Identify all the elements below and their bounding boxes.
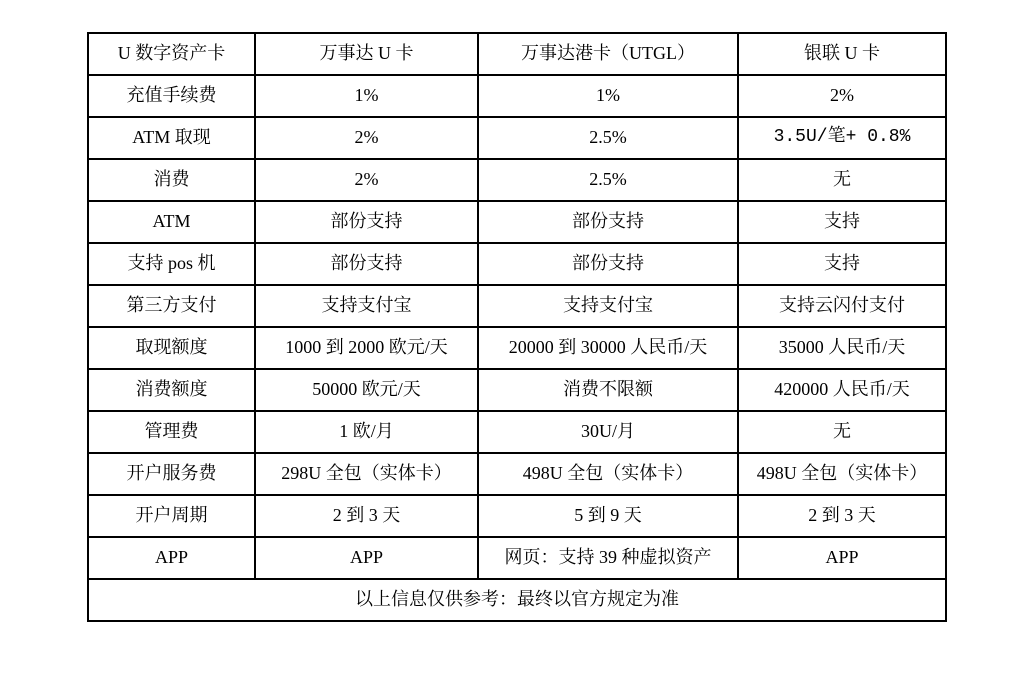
row-label: 管理费 <box>88 411 255 453</box>
data-cell: 2.5% <box>478 159 738 201</box>
table-row-third-party-payment <box>88 285 946 327</box>
row-label: 消费额度 <box>88 369 255 411</box>
data-cell: 298U 全包（实体卡） <box>255 453 478 495</box>
data-cell: 3.5U/笔+ 0.8% <box>738 117 946 159</box>
row-label: ATM 取现 <box>88 117 255 159</box>
header-row <box>88 33 946 75</box>
row-label: ATM <box>88 201 255 243</box>
data-cell: 20000 到 30000 人民币/天 <box>478 327 738 369</box>
table-row-recharge-fee <box>88 75 946 117</box>
data-cell: 部份支持 <box>478 201 738 243</box>
row-label: 开户周期 <box>88 495 255 537</box>
data-cell: 2% <box>255 159 478 201</box>
row-label: 充值手续费 <box>88 75 255 117</box>
data-cell: 50000 欧元/天 <box>255 369 478 411</box>
table-row-pos-support <box>88 243 946 285</box>
table-row-app <box>88 537 946 579</box>
data-cell: 498U 全包（实体卡） <box>738 453 946 495</box>
data-cell: 部份支持 <box>478 243 738 285</box>
header-cell-unionpay-u: 银联 U 卡 <box>738 33 946 75</box>
table-row-atm-withdrawal <box>88 117 946 159</box>
row-label: APP <box>88 537 255 579</box>
data-cell: 420000 人民币/天 <box>738 369 946 411</box>
data-cell: 35000 人民币/天 <box>738 327 946 369</box>
data-cell: APP <box>738 537 946 579</box>
card-comparison-table <box>87 32 947 622</box>
header-cell-mastercard-hk-utgl: 万事达港卡（UTGL） <box>478 33 738 75</box>
data-cell: 无 <box>738 411 946 453</box>
data-cell: 支持支付宝 <box>478 285 738 327</box>
data-cell: 2% <box>255 117 478 159</box>
data-cell: 2.5% <box>478 117 738 159</box>
disclaimer-text: 以上信息仅供参考：最终以官方规定为准 <box>88 579 946 621</box>
data-cell: 支持云闪付支付 <box>738 285 946 327</box>
data-cell: 部份支持 <box>255 243 478 285</box>
row-label: 开户服务费 <box>88 453 255 495</box>
header-cell-mastercard-u: 万事达 U 卡 <box>255 33 478 75</box>
footer-row <box>88 579 946 621</box>
data-cell: 网页：支持 39 种虚拟资产 <box>478 537 738 579</box>
data-cell: 2 到 3 天 <box>255 495 478 537</box>
row-label: 支持 pos 机 <box>88 243 255 285</box>
data-cell: 支持 <box>738 201 946 243</box>
data-cell: 1% <box>478 75 738 117</box>
table-row-management-fee <box>88 411 946 453</box>
table-row-spending-limit <box>88 369 946 411</box>
table-row-account-opening-period <box>88 495 946 537</box>
data-cell: APP <box>255 537 478 579</box>
data-cell: 5 到 9 天 <box>478 495 738 537</box>
data-cell: 1 欧/月 <box>255 411 478 453</box>
data-cell: 1% <box>255 75 478 117</box>
data-cell: 1000 到 2000 欧元/天 <box>255 327 478 369</box>
table-row-atm-support <box>88 201 946 243</box>
row-label: 第三方支付 <box>88 285 255 327</box>
data-cell: 支持 <box>738 243 946 285</box>
table-row-spending-fee <box>88 159 946 201</box>
data-cell: 无 <box>738 159 946 201</box>
data-cell: 2% <box>738 75 946 117</box>
data-cell: 498U 全包（实体卡） <box>478 453 738 495</box>
data-cell: 消费不限额 <box>478 369 738 411</box>
row-label: 消费 <box>88 159 255 201</box>
data-cell: 2 到 3 天 <box>738 495 946 537</box>
data-cell: 部份支持 <box>255 201 478 243</box>
row-label: 取现额度 <box>88 327 255 369</box>
data-cell: 30U/月 <box>478 411 738 453</box>
table-row-withdrawal-limit <box>88 327 946 369</box>
table-row-account-opening-fee <box>88 453 946 495</box>
data-cell: 支持支付宝 <box>255 285 478 327</box>
header-cell-corner: U 数字资产卡 <box>88 33 255 75</box>
